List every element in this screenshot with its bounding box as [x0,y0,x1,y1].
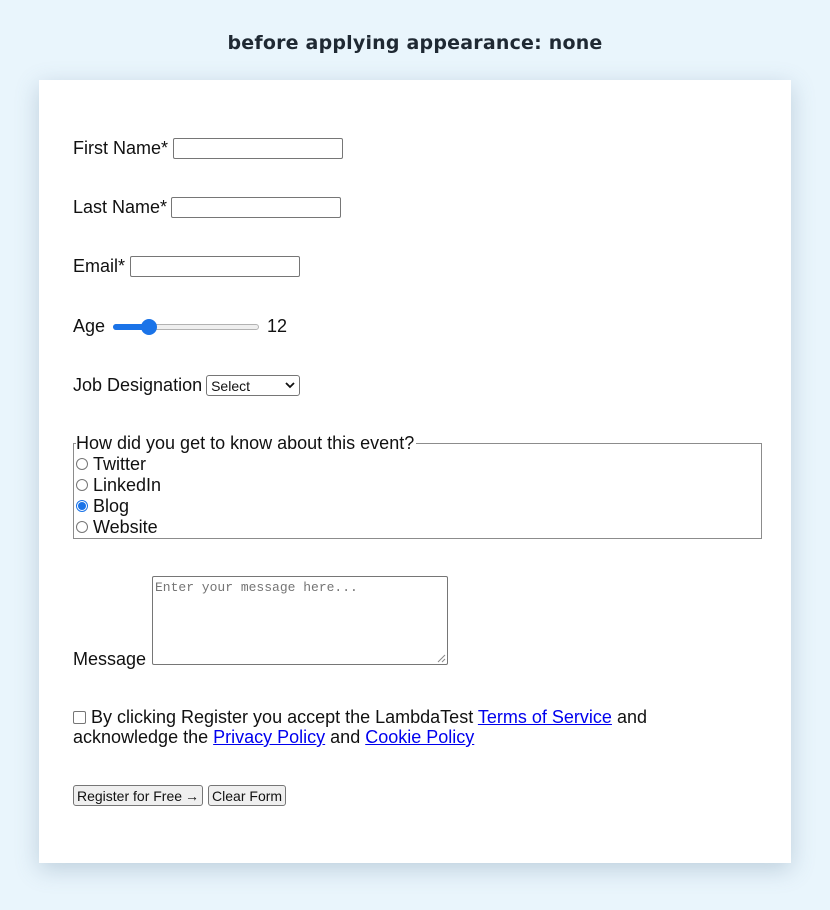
email-label: Email* [73,256,126,276]
clear-form-button-label: Clear Form [212,787,283,804]
terms-text-2: and [616,707,647,727]
radio-button[interactable] [76,521,88,533]
register-button[interactable] [73,785,203,806]
event-source-legend: How did you get to know about this event? [76,433,415,453]
privacy-policy-link[interactable]: Privacy Policy [213,727,326,747]
terms-text-1: By clicking Register you accept the LambdaTest [91,707,474,727]
age-label: Age [73,316,106,336]
radio-option-linkedin[interactable] [76,475,161,495]
age-slider-thumb[interactable] [141,319,157,335]
terms-text-4: and [330,727,361,747]
radio-button-checked[interactable] [76,500,88,512]
register-button-label: Register for Free [77,787,183,804]
terms-checkbox[interactable] [73,711,86,724]
message-placeholder: Enter your message here... [155,580,358,595]
last-name-input[interactable] [171,197,341,218]
radio-label: Website [93,517,158,537]
radio-button[interactable] [76,479,88,491]
job-designation-label: Job Designation [73,375,203,395]
job-row [73,375,300,396]
terms-consent [73,707,713,747]
last-name-label: Last Name* [73,197,168,217]
radio-option-blog[interactable] [76,496,129,516]
first-name-row [73,138,343,159]
last-name-row [73,197,341,218]
job-designation-select[interactable] [206,375,300,396]
form-buttons [73,785,286,806]
email-input[interactable] [130,256,300,277]
radio-label: Blog [93,496,130,516]
message-textarea[interactable] [152,576,448,665]
radio-option-twitter[interactable] [76,454,146,474]
message-label: Message [73,649,147,669]
age-slider[interactable] [113,318,261,336]
age-value: 12 [267,316,288,336]
event-source-fieldset [73,433,762,539]
job-select-value: Select [211,377,251,394]
radio-label: LinkedIn [93,475,162,495]
email-row [73,256,300,277]
clear-form-button[interactable] [208,785,286,806]
terms-of-service-link[interactable]: Terms of Service [477,707,612,727]
cookie-policy-link[interactable]: Cookie Policy [365,727,475,747]
resize-grip-icon[interactable] [437,654,446,663]
form-card [39,80,791,863]
radio-option-website[interactable] [76,517,158,537]
arrow-right-icon: → [185,787,200,804]
chevron-down-icon [285,382,295,389]
radio-button[interactable] [76,458,88,470]
first-name-input[interactable] [173,138,343,159]
terms-text-3: acknowledge the [73,727,209,747]
page-caption: before applying appearance: none [227,32,603,54]
age-row [73,316,287,337]
radio-label: Twitter [93,454,147,474]
first-name-label: First Name* [73,138,169,158]
